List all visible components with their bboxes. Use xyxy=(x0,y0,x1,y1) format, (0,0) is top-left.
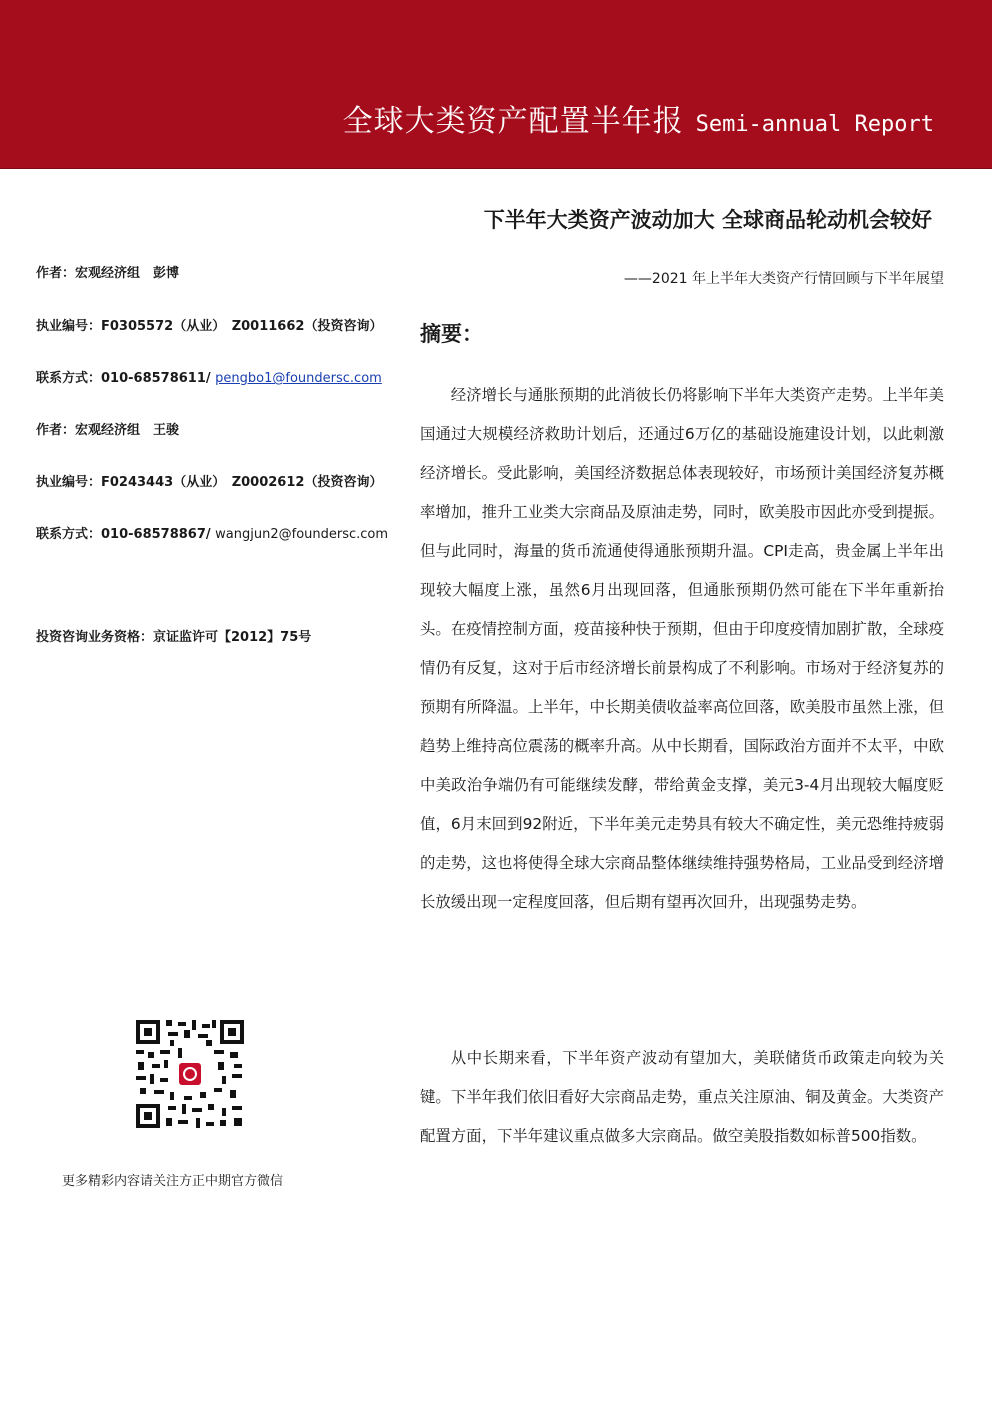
qualification: 投资咨询业务资格：京证监许可【2012】75号 xyxy=(36,630,312,645)
contact-1-label: 联系方式：010-68578611/ xyxy=(36,371,216,386)
license-1: 执业编号：F0305572（从业） Z0011662（投资咨询） xyxy=(36,319,383,334)
contact-2-email: wangjun2@foundersc.com xyxy=(215,527,389,542)
header-divider xyxy=(0,168,992,169)
author-1: 作者：宏观经济组 彭博 xyxy=(36,266,180,281)
author-2: 作者：宏观经济组 王骏 xyxy=(36,423,180,438)
article-subheadline: ——2021 年上半年大类资产行情回顾与下半年展望 xyxy=(623,271,944,287)
abstract-heading: 摘要： xyxy=(420,322,483,346)
qr-code-icon xyxy=(134,1018,246,1130)
contact-1-email-link[interactable]: pengbo1@foundersc.com xyxy=(215,371,382,386)
report-title-cn: 全球大类资产配置半年报 xyxy=(342,104,684,139)
report-title xyxy=(343,96,934,140)
qr-code-image xyxy=(134,1018,246,1130)
article-headline: 下半年大类资产波动加大 全球商品轮动机会较好 xyxy=(483,208,932,232)
contact-2-label: 联系方式：010-68578867/ xyxy=(36,527,216,542)
abstract-paragraph-1: 经济增长与通胀预期的此消彼长仍将影响下半年大类资产走势。上半年美国通过大规模经济救助计划后，还通过6万亿的基础设施建设计划，以此刺激经济增长。受此影响，美国经济数据总体表现较好，市场预计美国经济复苏概率增加，推升工业类大宗商品及原油走势，同时，欧美股市因此亦受到提振。但与此同时，海量的货币流通使得通胀预期升温。CPI走高，贵金属上半年出现较大幅度上涨，虽然6月出现回落，但通胀预期仍然可能在下半年重新抬头。在疫情控制方面，疫苗接种快于预期，但由于印度疫情加剧扩散，全球疫情仍有反复，这对于后市经济增长前景构成了不利影响。市场对于经济复苏的预期有所降温。上半年，中长期美债收益率高位回落，欧美股市虽然上涨，但趋势上维持高位震荡的概率升高。从中长期看，国际政治方面并不太平，中欧中美政治争端仍有可能继续发酵，带给黄金支撑，美元3-4月出现较大幅度贬值，6月末回到92附近，下半年美元走势具有较大不确定性，美元恐维持疲弱的走势，这也将使得全球大宗商品整体继续维持强势格局，工业品受到经济增长放缓出现一定程度回落，但后期有望再次回升，出现强势走势。 xyxy=(420,386,944,911)
header-banner xyxy=(0,0,992,168)
contact-2 xyxy=(36,523,388,542)
license-2: 执业编号：F0243443（从业） Z0002612（投资咨询） xyxy=(36,475,383,490)
qr-caption: 更多精彩内容请关注方正中期官方微信 xyxy=(62,1174,284,1189)
contact-1 xyxy=(36,367,382,386)
abstract-paragraph-2: 从中长期来看，下半年资产波动有望加大，美联储货币政策走向较为关键。下半年我们依旧看好大宗商品走势，重点关注原油、铜及黄金。大类资产配置方面，下半年建议重点做多大宗商品。做空美股指数如标普500指数。 xyxy=(420,1049,944,1145)
report-title-en: Semi-annual Report xyxy=(695,112,934,137)
